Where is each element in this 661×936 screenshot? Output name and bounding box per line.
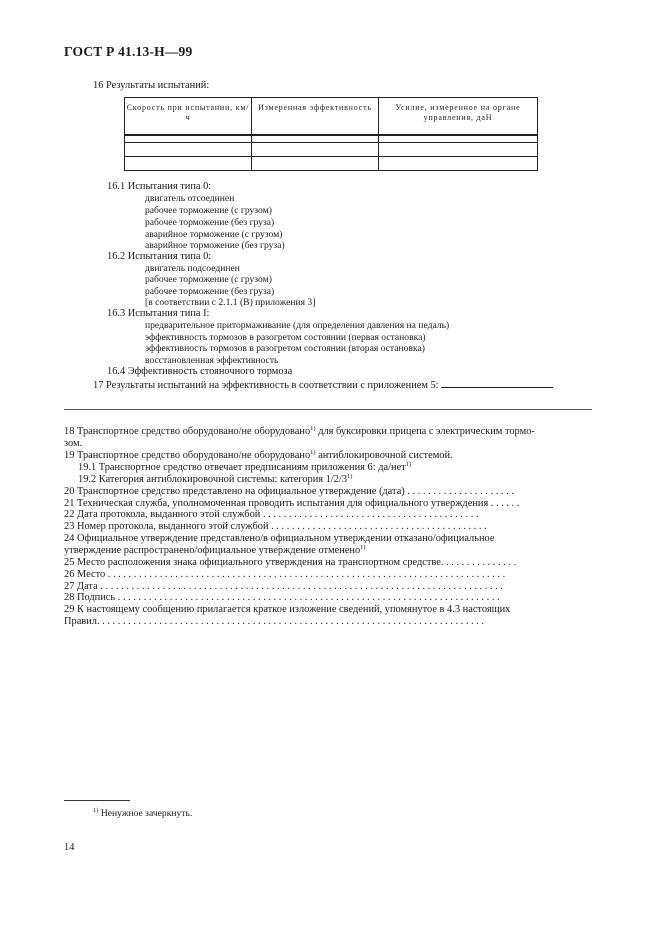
- footnote-mark: 1): [93, 807, 99, 814]
- item-29-text: Правил.: [64, 616, 100, 627]
- item-24-wrap: [64, 545, 366, 557]
- item-26-text: 26 Место: [64, 569, 106, 580]
- separator-line: [64, 409, 592, 410]
- item-21-text: 21 Техническая служба, уполномоченная проводить испытания для официального утверждения: [64, 498, 489, 509]
- list-item: аварийное торможение (без груза): [145, 240, 285, 251]
- footnote-ref: 1): [347, 473, 353, 480]
- item-26: [64, 569, 505, 581]
- document-header: ГОСТ Р 41.13-Н—99: [64, 44, 193, 59]
- blank-line: [441, 378, 553, 388]
- list-item: эффективность тормозов в разогретом состоянии (первая остановка): [145, 332, 426, 343]
- item-19-1-text: 19.1 Транспортное средство отвечает предписаниям приложения 6: да/нет: [78, 462, 406, 473]
- item-22-text: 22 Дата протокола, выданного этой службой: [64, 509, 261, 520]
- table-row: [125, 143, 538, 157]
- item-24: 24 Официальное утверждение представлено/в официальном утверждении отказано/официальное: [64, 533, 495, 544]
- page-number: 14: [64, 842, 75, 853]
- list-item: рабочее торможение (с грузом): [145, 274, 272, 285]
- col-speed-header: Скорость при испытании, км/ч: [125, 98, 252, 136]
- section-16-1-title: 16.1 Испытания типа 0:: [107, 181, 212, 192]
- item-23-text: 23 Номер протокола, выданного этой службой: [64, 521, 269, 532]
- item-17-text: 17 Результаты испытаний на эффективность в соответствии с приложением 5:: [93, 380, 439, 391]
- col-efficiency-header: Измеренная эффективность: [252, 98, 379, 136]
- item-23: [64, 521, 487, 533]
- list-item: двигатель отсоединен: [145, 193, 235, 204]
- item-29-wrap: [64, 616, 484, 628]
- item-16-title: 16 Результаты испытаний:: [93, 80, 210, 91]
- list-item: [в соответствии с 2.1.1 (В) приложения 3]: [145, 297, 316, 308]
- dot-leader: . . . . . . . . . . . . . . . . . . . . . . . . . . . . . . . . . . . . . . . . . . . . . . . . . . . . . . . . . . . . . . . . . . . . . . . . . . . . . .: [97, 581, 503, 592]
- dot-leader: . . . . . . . . . . . . . . . . . . . . . . . . . . . . . . . . . . . . . . . . . . . . . . . . . . . . . . . . . . . . . . . . . . . . . . . . . . . . .: [105, 569, 506, 580]
- item-19-2: [78, 474, 352, 486]
- dot-leader: . . . . . . . . . . . . . . . . . . . . .: [404, 486, 514, 497]
- dot-leader: . . . . . . . . . . . . . . . . . . . . . . . . . . . . . . . . . . . . . . . . . .: [268, 521, 487, 532]
- item-19-text: 19 Транспортное средство оборудовано/не оборудовано: [64, 450, 311, 461]
- footnote-separator: [64, 800, 130, 801]
- item-18: [64, 426, 535, 438]
- dot-leader: . . . . . . . . . . . . . . . . . . . . . . . . . . . . . . . . . . . . . . . . . . . . . . . . . . . . . . . . . . . . . . . . . . . . . . . . . .: [99, 616, 485, 627]
- list-item: эффективность тормозов в разогретом состоянии (вторая остановка): [145, 343, 425, 354]
- item-22: [64, 509, 479, 521]
- item-19-2-text: 19.2 Категория антиблокировочной системы: категория 1/2/3: [78, 474, 348, 485]
- item-18-text: 18 Транспортное средство оборудовано/не оборудовано: [64, 426, 311, 437]
- item-19-text-cont: антиблокировочной системой.: [315, 450, 453, 461]
- table-row: [125, 135, 538, 143]
- item-25-text: 25 Место расположения знака официального утверждения на транспортном средстве.: [64, 557, 444, 568]
- results-table-header: [125, 98, 538, 136]
- footnote-ref: 1): [405, 461, 412, 468]
- item-18-wrap: зом.: [64, 438, 83, 449]
- list-item: предварительное притормаживание (для определения давления на педаль): [145, 320, 450, 331]
- dot-leader: . . . . . . . . . . . . . .: [443, 557, 517, 568]
- item-27-text: 27 Дата: [64, 581, 98, 592]
- footnote: [93, 808, 192, 820]
- footnote-text: Ненужное зачеркнуть.: [100, 808, 193, 819]
- list-item: рабочее торможение (с грузом): [145, 205, 272, 216]
- dot-leader: . . . . . . . . . . . . . . . . . . . . . . . . . . . . . . . . . . . . . . . . . .: [260, 509, 479, 520]
- section-16-2-title: 16.2 Испытания типа 0:: [107, 251, 212, 262]
- results-table: [124, 97, 538, 171]
- item-17: [93, 378, 553, 392]
- item-20: [64, 486, 514, 498]
- col-force-header: Усилие, измеренное на органе управления, даН: [379, 98, 538, 136]
- section-16-4-title: 16.4 Эффективность стояночного тормоза: [107, 366, 293, 377]
- list-item: аварийное торможение (с грузом): [145, 229, 283, 240]
- item-18-text-cont: для буксировки прицепа с электрическим тормо-: [315, 426, 535, 437]
- item-25: [64, 557, 516, 569]
- item-28: [64, 592, 500, 604]
- item-19-1: [78, 462, 411, 474]
- dot-leader: . . . . . . . . . . . . . . . . . . . . . . . . . . . . . . . . . . . . . . . . . . . . . . . . . . . . . . . . . . . . . . . . . . . . . . . . . .: [115, 592, 500, 603]
- item-19: [64, 450, 453, 462]
- list-item: рабочее торможение (без груза): [145, 286, 275, 297]
- item-24-text: утверждение распространено/официальное утверждение отменено: [64, 545, 361, 556]
- item-29: 29 К настоящему сообщению прилагается краткое изложение сведений, упомянутое в 4.3 настоящих: [64, 604, 511, 615]
- section-16-3-title: 16.3 Испытания типа I:: [107, 308, 210, 319]
- list-item: рабочее торможение (без груза): [145, 217, 275, 228]
- footnote-ref: 1): [310, 425, 316, 432]
- footnote-ref: 1): [360, 544, 366, 551]
- dot-leader: . . . . . .: [488, 498, 520, 509]
- footnote-ref: 1): [310, 449, 316, 456]
- item-20-text: 20 Транспортное средство представлено на официальное утверждение (дата): [64, 486, 405, 497]
- list-item: двигатель подсоединен: [145, 263, 240, 274]
- item-28-text: 28 Подпись: [64, 592, 116, 603]
- table-row: [125, 157, 538, 171]
- list-item: восстановленная эффективность: [145, 355, 279, 366]
